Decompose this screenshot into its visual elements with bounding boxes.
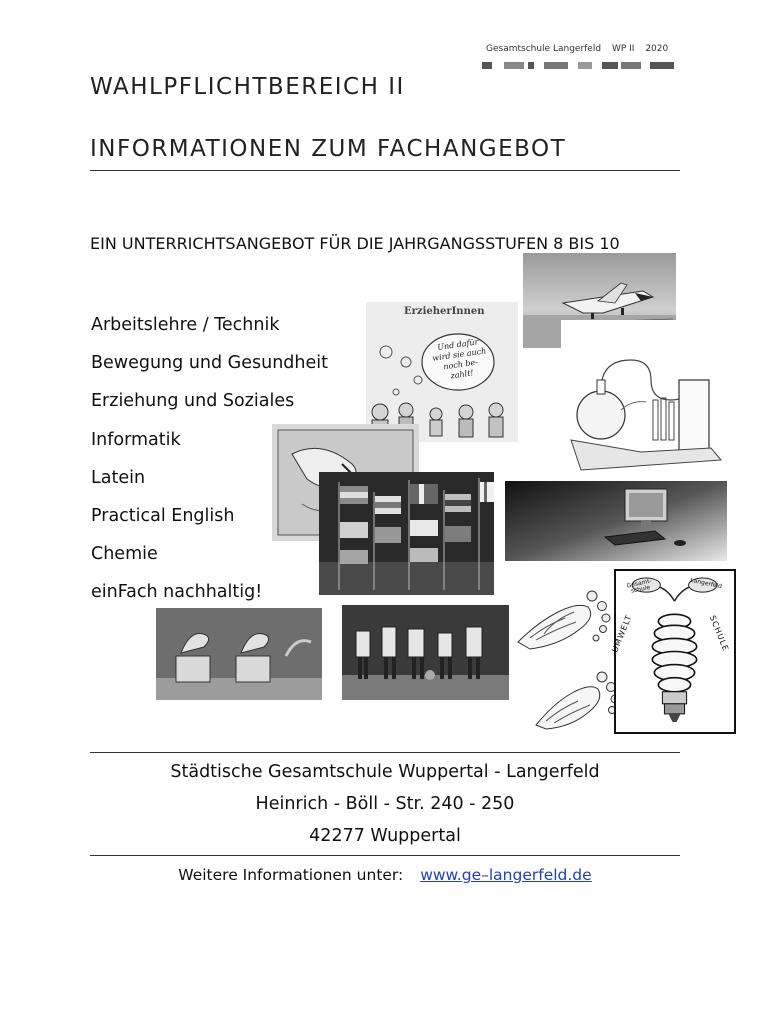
educators-sign: ErzieherInnen — [404, 306, 485, 317]
subject-item: Arbeitslehre / Technik — [91, 315, 280, 335]
speech-bubble-text: Und dafür wird sie auch noch be- zahlt! — [431, 337, 487, 381]
header-meta — [486, 44, 676, 54]
more-info — [90, 866, 680, 884]
page-title: WAHLPFLICHTBEREICH II — [90, 74, 405, 100]
subject-item: Practical English — [91, 505, 235, 526]
title-divider — [90, 170, 680, 171]
umweltschule-logo — [610, 569, 736, 734]
flags-photo — [319, 472, 494, 595]
website-link[interactable]: www.ge–langerfeld.de — [420, 866, 592, 884]
logo-tag-right: Langerfeld — [689, 576, 723, 591]
computer-photo — [505, 481, 727, 561]
intro-text: EIN UNTERRICHTSANGEBOT FÜR DIE JAHRGANGSSTUFEN 8 BIS 10 — [90, 234, 620, 253]
subject-item: einFach nachhaltig! — [91, 582, 263, 603]
logo-arc-left: UMWELT — [610, 613, 634, 654]
subject-item: Latein — [91, 467, 146, 488]
basketball-photo — [342, 605, 509, 700]
page-subtitle: INFORMATIONEN ZUM FACHANGEBOT — [90, 136, 567, 162]
logo-arc-right: SCHULE — [707, 614, 731, 653]
header-code: WP II — [611, 44, 635, 54]
header-school: Gesamtschule Langerfeld — [486, 44, 602, 54]
more-info-label: Weitere Informationen unter: — [178, 866, 404, 884]
footprint-icon — [510, 582, 614, 654]
educators-cartoon — [366, 302, 518, 442]
chemistry-apparatus-sketch — [561, 320, 726, 480]
footer-school-name: Städtische Gesamtschule Wuppertal - Langerfeld — [170, 762, 600, 782]
header-stripe — [482, 62, 680, 69]
subject-item: Chemie — [91, 544, 158, 565]
footer-divider-bottom — [90, 855, 680, 856]
subject-item: Informatik — [91, 429, 181, 450]
swimmers-photo — [156, 608, 322, 700]
header-year: 2020 — [645, 44, 669, 54]
footer-city: 42277 Wuppertal — [309, 826, 461, 846]
subject-item: Erziehung und Soziales — [91, 391, 295, 412]
footer-street: Heinrich - Böll - Str. 240 - 250 — [255, 794, 515, 814]
logo-tag-left: Gesamt-schule — [626, 577, 653, 595]
footer-divider-top — [90, 752, 680, 753]
subject-item: Bewegung und Gesundheit — [91, 353, 328, 374]
footprint-icon — [530, 663, 622, 735]
